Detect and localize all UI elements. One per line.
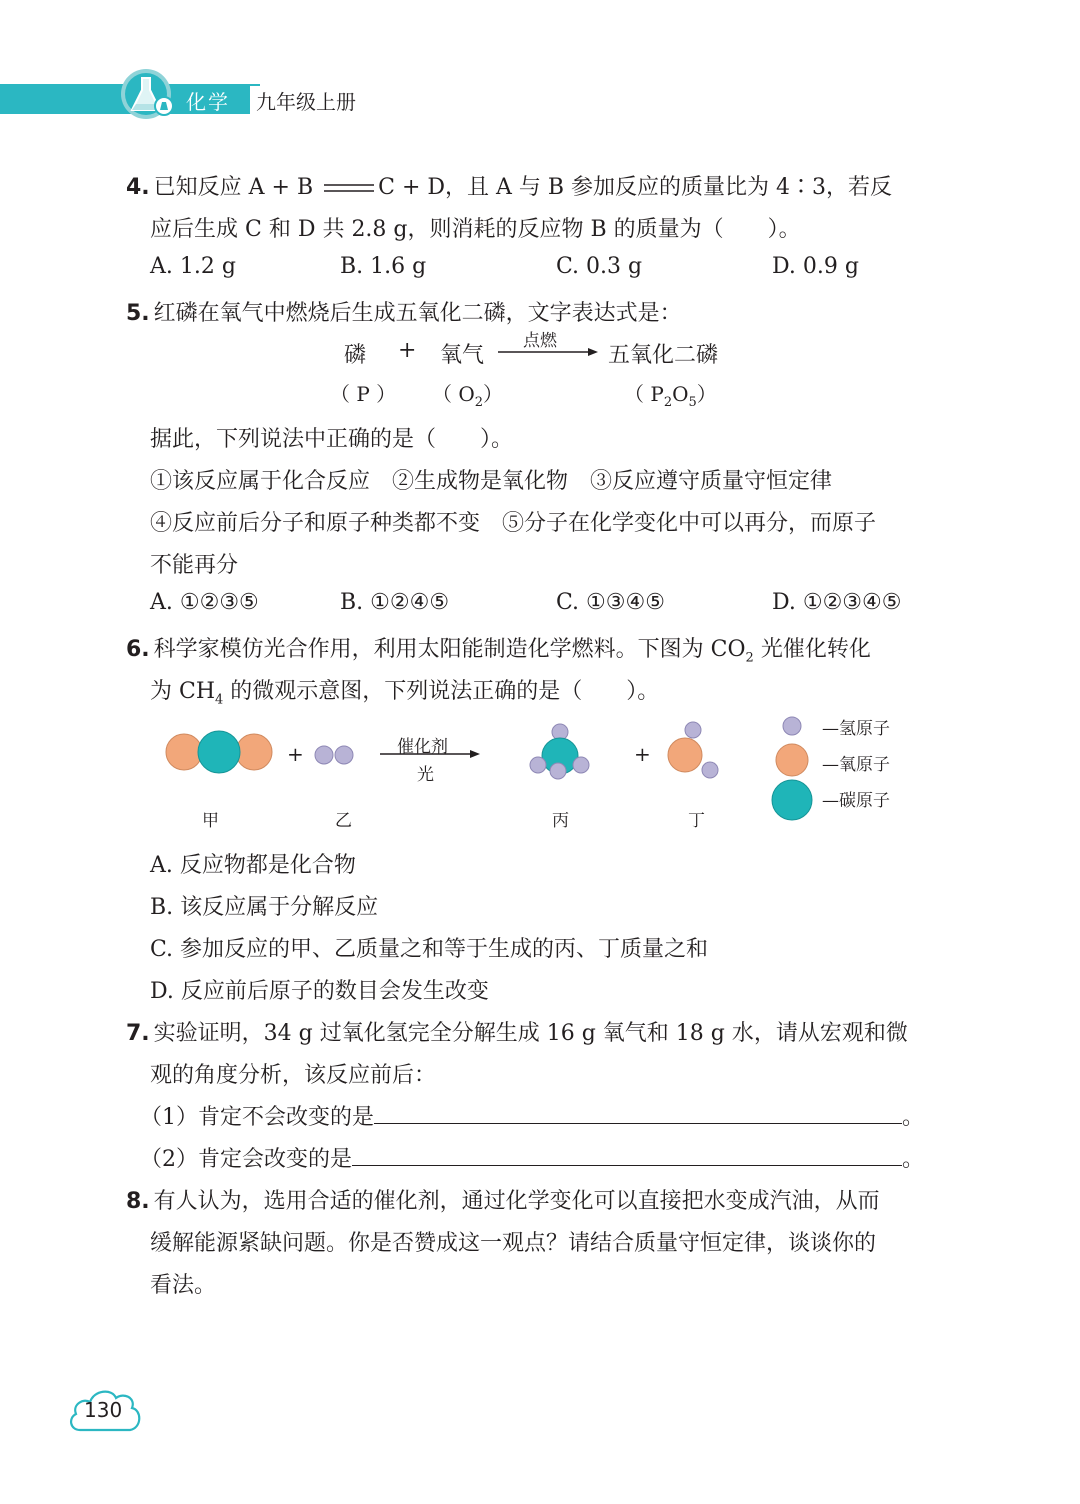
question-4-line-2: 应后生成 C 和 D 共 2.8 g，则消耗的反应物 B 的质量为（ ）。: [150, 217, 801, 242]
q5-statement-3: 不能再分: [150, 553, 239, 578]
question-number: 5.: [126, 301, 150, 326]
q6-option-c[interactable]: C. 参加反应的甲、乙质量之和等于生成的丙、丁质量之和: [150, 937, 709, 962]
q6-option-d[interactable]: D. 反应前后原子的数目会发生改变: [150, 979, 489, 1004]
legend-hydrogen-icon: [783, 717, 801, 735]
label-jia: 甲: [202, 811, 219, 831]
eq-formula-1: （ P ）: [330, 382, 397, 406]
header-grade: 九年级上册: [250, 86, 362, 115]
flask-logo-icon: [120, 66, 180, 122]
q5-statement-2: ④反应前后分子和原子种类都不变 ⑤分子在化学变化中可以再分，而原子: [150, 511, 877, 536]
question-8-line-2: 缓解能源紧缺问题。你是否赞成这一观点？请结合质量守恒定律，谈谈你的: [150, 1231, 877, 1256]
label-ding: 丁: [688, 811, 705, 831]
label-bing: 丙: [552, 811, 569, 831]
eq-plus: +: [398, 338, 417, 363]
q7-sub-2: （2）肯定会改变的是 。: [140, 1147, 925, 1172]
question-number: 8.: [126, 1189, 150, 1214]
legend-oxygen: —氧原子: [822, 755, 890, 775]
eq-product: 五氧化二磷: [608, 343, 719, 368]
reaction-diagram: [150, 712, 910, 832]
q4-option-d[interactable]: D. 0.9 g: [772, 254, 859, 279]
legend-carbon: —碳原子: [822, 791, 890, 811]
question-5-line-1: [126, 296, 682, 327]
molecule-jia: [166, 731, 272, 773]
question-7-line-2: 观的角度分析，该反应前后：: [150, 1063, 437, 1088]
eq-formula-2: （ $O_2$）: [432, 382, 504, 410]
molecule-yi: [315, 746, 353, 764]
question-4-line-1: [126, 170, 892, 201]
question-8-line-1: 8. 有人认为，选用合适的催化剂，通过化学变化可以直接把水变成汽油，从而: [126, 1189, 880, 1214]
q4-option-b[interactable]: B. 1.6 g: [340, 254, 427, 279]
question-number: 4.: [126, 175, 150, 200]
q7-sub-1: （1）肯定不会改变的是 。: [140, 1105, 925, 1130]
q4-text-b: C + D，且 A 与 B 参加反应的质量比为 4∶3，若反: [378, 175, 893, 200]
q6-option-b[interactable]: B. 该反应属于分解反应: [150, 895, 379, 920]
q5-option-d[interactable]: D. ①②③④⑤: [772, 590, 902, 615]
eq-formula-3: （ $P_2O_5$）: [624, 382, 717, 410]
molecule-bing: [530, 724, 589, 779]
q4-text-a: 已知反应 A + B: [153, 175, 314, 200]
question-7-line-1: 7. 实验证明，34 g 过氧化氢完全分解生成 16 g 氧气和 18 g 水，请从宏观和微: [126, 1021, 908, 1046]
question-number: 6.: [126, 637, 150, 662]
q4-option-a[interactable]: A. 1.2 g: [150, 254, 236, 279]
equals-sign-icon: [322, 181, 376, 195]
eq-reactant-1: 磷: [344, 343, 367, 368]
question-6-line-2: 为 $CH_4$ 的微观示意图，下列说法正确的是（ ）。: [150, 679, 660, 708]
legend-hydrogen: —氢原子: [822, 719, 890, 739]
q4-option-c[interactable]: C. 0.3 g: [556, 254, 643, 279]
q5-statement-1: ①该反应属于化合反应 ②生成物是氧化物 ③反应遵守质量守恒定律: [150, 469, 833, 494]
light-label: 光: [417, 765, 434, 785]
q5-text: 红磷在氧气中燃烧后生成五氧化二磷，文字表达式是：: [153, 301, 682, 326]
figure-plus-2: +: [634, 742, 651, 766]
q5-option-b[interactable]: B. ①②④⑤: [340, 590, 450, 615]
page-number: 130: [84, 1398, 123, 1422]
legend-oxygen-icon: [776, 744, 808, 776]
q6-option-a[interactable]: A. 反应物都是化合物: [150, 853, 356, 878]
molecule-ding: [668, 722, 718, 778]
header-subject: 化学: [186, 90, 230, 114]
label-yi: 乙: [335, 811, 352, 831]
answer-blank-2[interactable]: [352, 1147, 902, 1166]
legend-carbon-icon: [772, 780, 812, 820]
question-8-line-3: 看法。: [150, 1273, 217, 1298]
question-5-line-2: 据此，下列说法中正确的是（ ）。: [150, 427, 514, 452]
eq-condition: 点燃: [523, 331, 557, 351]
q5-option-c[interactable]: C. ①③④⑤: [556, 590, 665, 615]
answer-blank-1[interactable]: [374, 1105, 902, 1124]
question-6-line-1: 6. 科学家模仿光合作用，利用太阳能制造化学燃料。下图为 $CO_2$ 光催化转化: [126, 637, 871, 666]
catalyst-label: 催化剂: [397, 737, 448, 757]
question-number: 7.: [126, 1021, 150, 1046]
catalyst-arrow-head: [470, 750, 480, 758]
q5-option-a[interactable]: A. ①②③⑤: [150, 590, 259, 615]
reaction-arrow-icon: [498, 346, 598, 358]
eq-reactant-2: 氧气: [440, 343, 485, 368]
figure-plus-1: +: [287, 742, 304, 766]
